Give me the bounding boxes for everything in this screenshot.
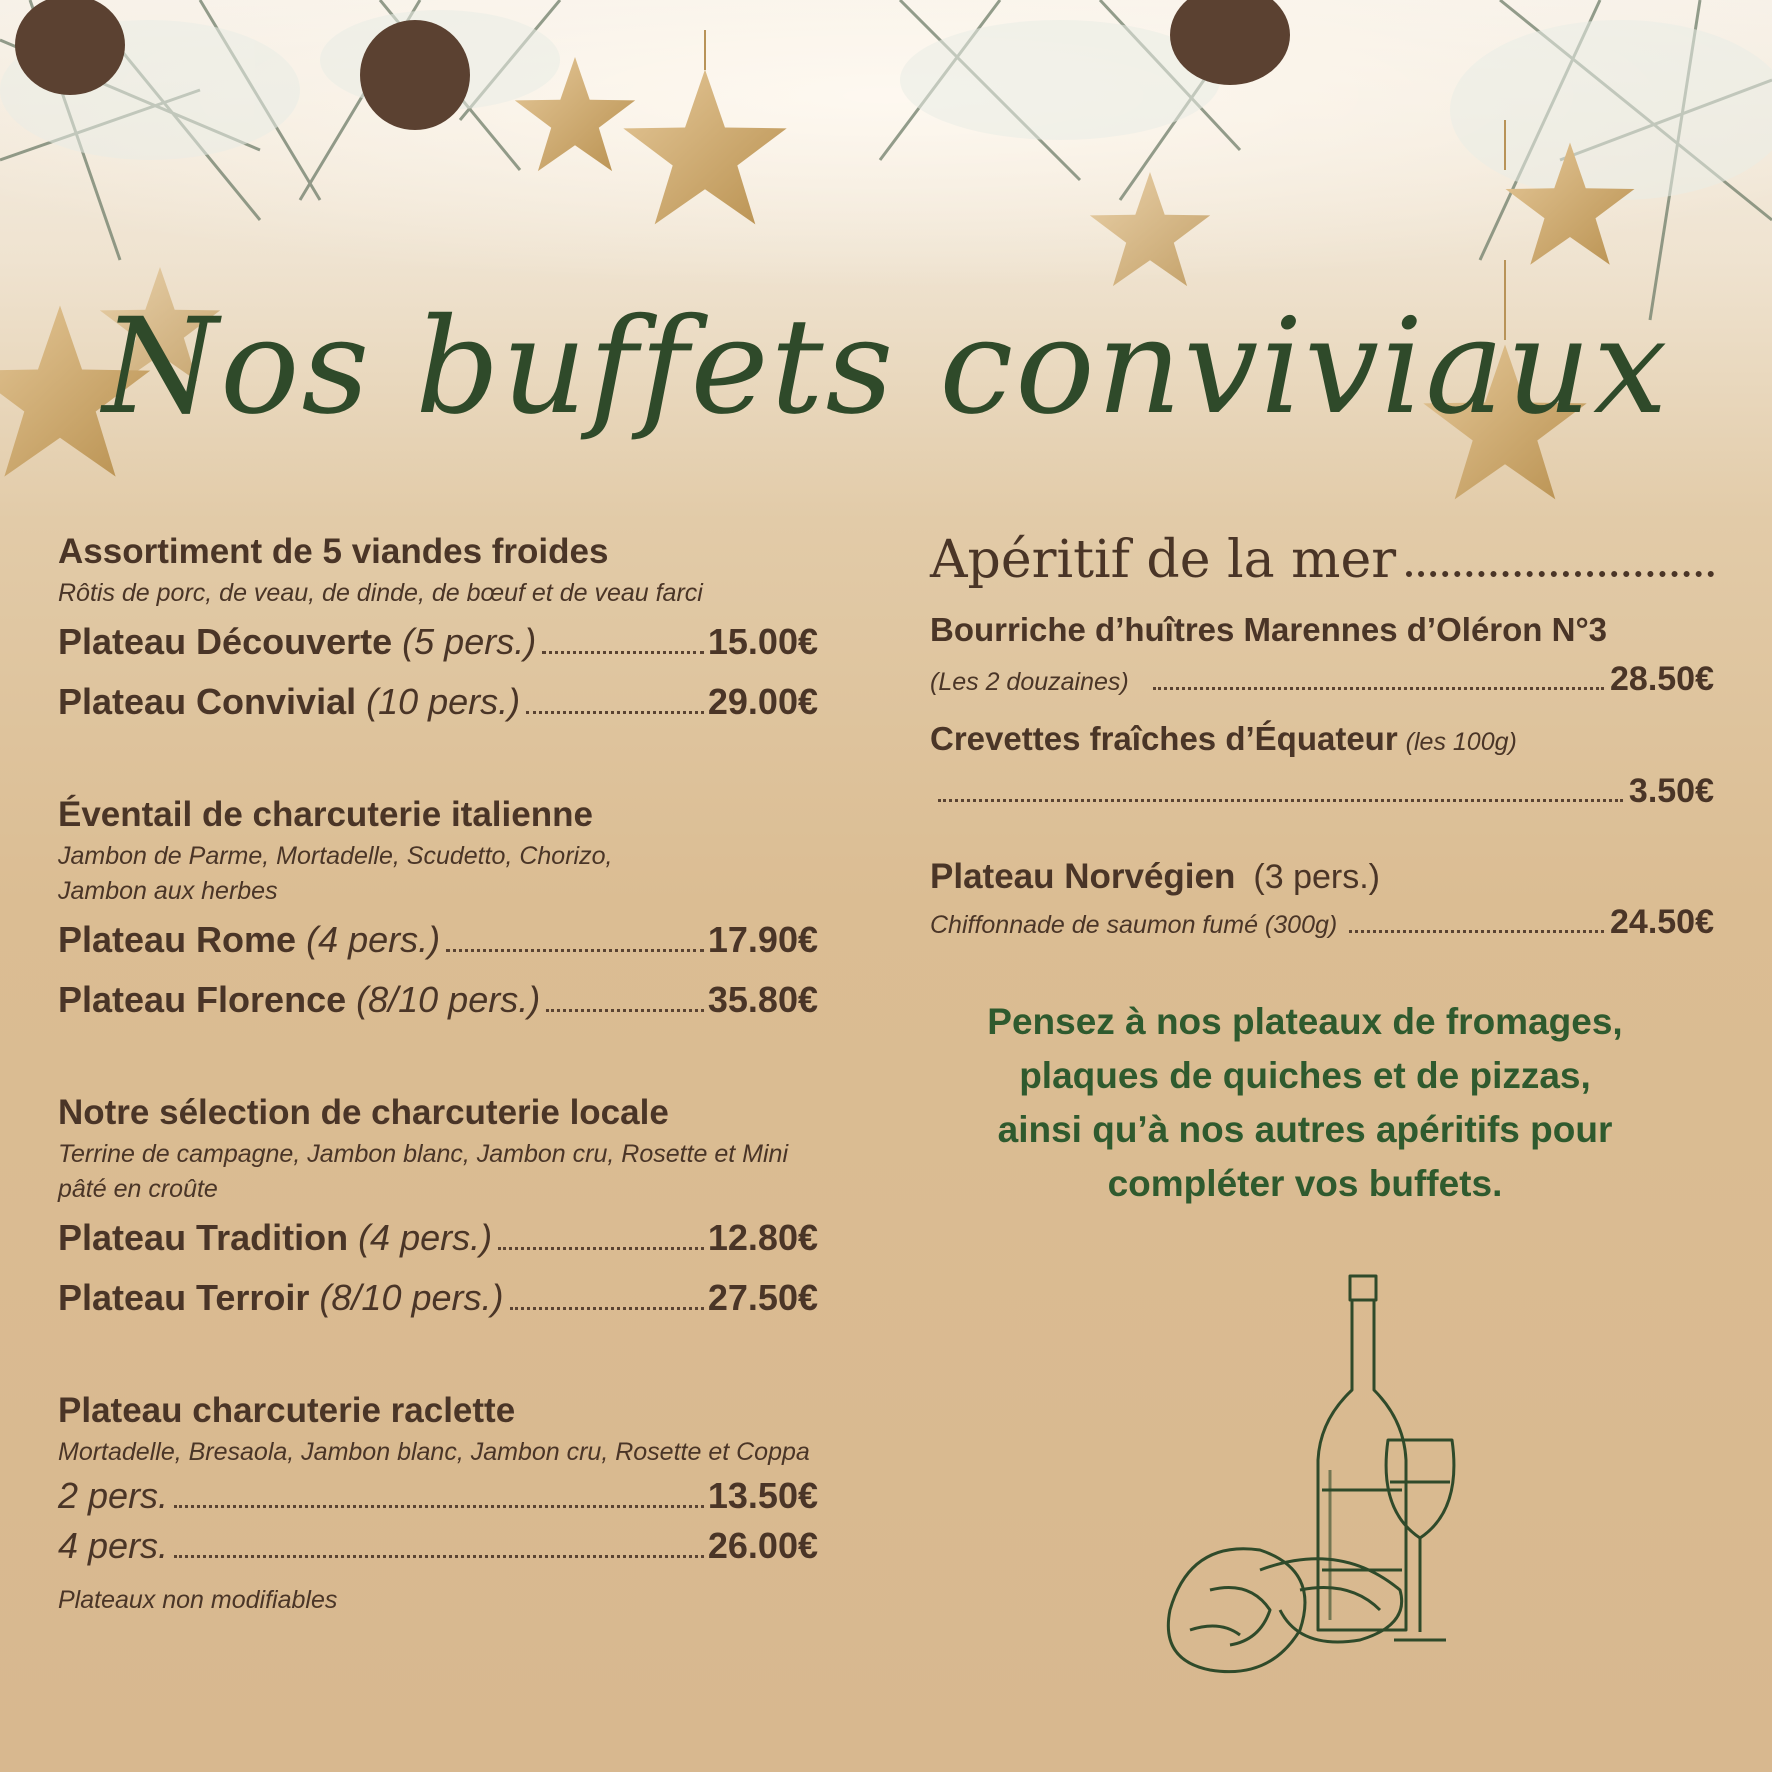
menu-item [58, 911, 818, 969]
dot-leader [498, 1247, 704, 1250]
promo-line: plaques de quiches et de pizzas, [1019, 1055, 1591, 1096]
item-name: Plateau Rome [58, 919, 297, 960]
promo-line: Pensez à nos plateaux de fromages, [987, 1001, 1623, 1042]
dot-leader [1406, 571, 1714, 577]
item-price: 17.90€ [707, 919, 818, 960]
section-title: Éventail de charcuterie italienne [58, 795, 593, 834]
item-qty: (4 pers.) [306, 919, 441, 960]
item-qty: (4 pers.) [358, 1217, 493, 1258]
dot-leader [542, 651, 704, 654]
dot-leader [510, 1307, 704, 1310]
wine-glass-icon [1386, 1440, 1454, 1640]
section-title: Notre sélection de charcuterie locale [58, 1093, 669, 1132]
item-qty: (5 pers.) [402, 621, 537, 662]
section-charcuterie-italienne [58, 793, 818, 1029]
promo-text [930, 995, 1680, 1211]
left-column [58, 530, 818, 1615]
promo-line: compléter vos buffets. [1107, 1163, 1503, 1204]
menu-item [58, 613, 818, 671]
item-price: 26.00€ [707, 1525, 818, 1566]
menu-item-crevettes [930, 717, 1714, 811]
item-description: (Les 2 douzaines) [930, 668, 1129, 696]
menu-item [58, 1472, 818, 1520]
menu-item [58, 1209, 818, 1267]
dot-leader [546, 1009, 704, 1012]
section-viandes-froides [58, 530, 818, 731]
menu-item-norvegien [930, 855, 1714, 942]
section-description: Rôtis de porc, de veau, de dinde, de bœuf et de veau farci [58, 579, 703, 607]
item-price: 27.50€ [707, 1277, 818, 1318]
item-name: 4 pers. [58, 1525, 169, 1566]
item-qty: (8/10 pers.) [319, 1277, 504, 1318]
section-description: Mortadelle, Bresaola, Jambon blanc, Jambon cru, Rosette et Coppa [58, 1438, 810, 1466]
item-unit: (les 100g) [1405, 728, 1517, 756]
item-name: Plateau Convivial [58, 681, 357, 722]
dot-leader [938, 799, 1623, 802]
dot-leader [174, 1505, 704, 1508]
item-description: Chiffonnade de saumon fumé (300g) [930, 911, 1338, 939]
item-name: Bourriche d’huîtres Marennes d’Oléron N°3 [930, 611, 1607, 648]
section-title: Assortiment de 5 viandes froides [58, 532, 609, 571]
item-price: 12.80€ [707, 1217, 818, 1258]
menu-item [58, 1269, 818, 1327]
dot-leader [446, 949, 704, 952]
aperitif-heading [930, 530, 1714, 590]
page-title: Nos buffets conviviaux [102, 290, 1670, 444]
item-title-row [930, 855, 1714, 899]
item-price: 15.00€ [707, 621, 818, 662]
item-qty: (10 pers.) [366, 681, 521, 722]
wine-bottle-icon [1318, 1276, 1406, 1630]
item-title-row [930, 717, 1714, 764]
section-description: Terrine de campagne, Jambon blanc, Jambon cru, Rosette et Mini pâté en croûte [58, 1140, 789, 1203]
item-price: 29.00€ [707, 681, 818, 722]
menu-item-huitres [930, 608, 1714, 699]
item-name: Crevettes fraîches d’Équateur [930, 720, 1398, 757]
menu-item [58, 1522, 818, 1570]
item-qty: (8/10 pers.) [356, 979, 541, 1020]
section-title: Plateau charcuterie raclette [58, 1391, 516, 1430]
item-name: Plateau Terroir [58, 1277, 310, 1318]
section-charcuterie-locale [58, 1091, 818, 1327]
oyster-icon [1168, 1549, 1401, 1672]
item-name: Plateau Norvégien [930, 857, 1236, 896]
christmas-decoration [0, 0, 1772, 560]
item-name: Plateau Découverte [58, 621, 393, 662]
menu-item [58, 673, 818, 731]
item-price: 13.50€ [707, 1475, 818, 1516]
item-price: 35.80€ [707, 979, 818, 1020]
footnote: Plateaux non modifiables [58, 1586, 338, 1614]
item-qty: (3 pers.) [1253, 858, 1380, 896]
menu-item [58, 971, 818, 1029]
section-description: Jambon de Parme, Mortadelle, Scudetto, Chorizo, Jambon aux herbes [58, 842, 613, 905]
item-price: 28.50€ [1610, 660, 1714, 698]
item-price: 24.50€ [1610, 903, 1714, 941]
wine-oyster-illustration [1150, 1270, 1470, 1690]
item-detail-row [930, 660, 1714, 699]
item-name: 2 pers. [58, 1475, 169, 1516]
item-price: 3.50€ [1628, 772, 1714, 810]
item-detail-row [930, 903, 1714, 942]
right-column [930, 530, 1714, 942]
item-detail-row [930, 772, 1714, 811]
dot-leader [526, 711, 704, 714]
dot-leader [174, 1555, 704, 1558]
item-name: Plateau Florence [58, 979, 347, 1020]
promo-line: ainsi qu’à nos autres apéritifs pour [997, 1109, 1613, 1150]
section-raclette [58, 1389, 818, 1615]
dot-leader [1153, 687, 1604, 690]
dot-leader [1349, 930, 1604, 933]
item-name: Plateau Tradition [58, 1217, 349, 1258]
heading-text: Apéritif de la mer [930, 530, 1397, 590]
